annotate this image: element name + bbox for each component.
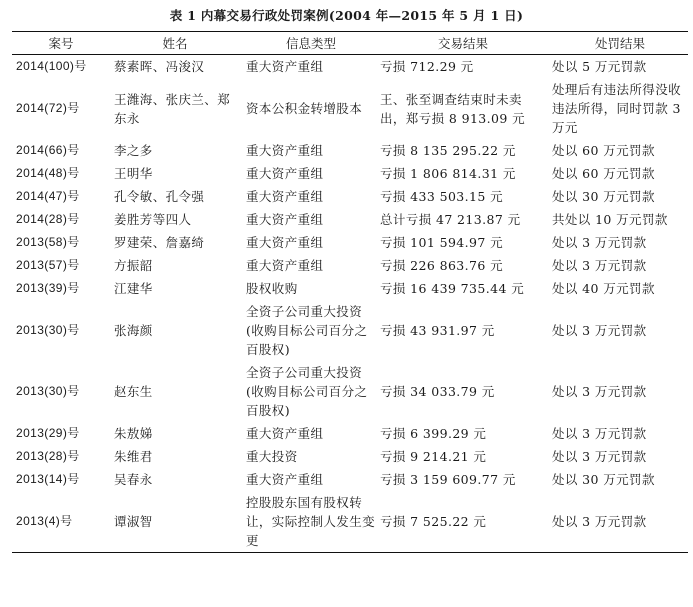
cell-info-type: 全资子公司重大投资(收购目标公司百分之百股权) <box>246 304 368 357</box>
cell-info-type: 重大资产重组 <box>246 258 324 273</box>
table-row <box>12 162 688 185</box>
cell-penalty: 处以 3 万元罚款 <box>552 384 647 399</box>
table-row <box>12 445 688 468</box>
cell-name: 赵东生 <box>114 384 153 399</box>
table-body <box>12 55 688 553</box>
cell-penalty: 处以 5 万元罚款 <box>552 59 647 74</box>
cell-trade-result: 总计亏损 47 213.87 元 <box>380 212 521 227</box>
cell-trade-result: 亏损 433 503.15 元 <box>380 189 504 204</box>
cell-penalty: 处以 3 万元罚款 <box>552 323 647 338</box>
table-row <box>12 300 688 361</box>
cell-name: 朱维君 <box>114 449 153 464</box>
cell-penalty: 处以 60 万元罚款 <box>552 166 655 181</box>
cell-trade-result: 亏损 1 806 814.31 元 <box>380 166 516 181</box>
cell-trade-result: 亏损 226 863.76 元 <box>380 258 504 273</box>
table-row <box>12 468 688 491</box>
cell-info-type: 重大资产重组 <box>246 59 324 74</box>
table-row <box>12 208 688 231</box>
cell-penalty: 处以 3 万元罚款 <box>552 449 647 464</box>
cell-name: 江建华 <box>114 281 153 296</box>
cell-case-number: 2014(47)号 <box>16 189 80 203</box>
cell-trade-result: 亏损 8 135 295.22 元 <box>380 143 516 158</box>
cell-penalty: 处以 30 万元罚款 <box>552 189 655 204</box>
table-caption: 表 1 内幕交易行政处罚案例(2004 年—2015 年 5 月 1 日) <box>169 8 524 23</box>
cell-penalty: 处以 3 万元罚款 <box>552 235 647 250</box>
header-row <box>12 32 688 55</box>
cell-case-number: 2013(58)号 <box>16 235 80 249</box>
cell-penalty: 处以 60 万元罚款 <box>552 143 655 158</box>
cell-name: 谭淑智 <box>106 491 236 553</box>
cell-penalty: 处理后有违法所得没收违法所得，同时罚款 3 万元 <box>552 82 682 135</box>
table-row <box>12 185 688 208</box>
cell-penalty: 处以 3 万元罚款 <box>552 426 647 441</box>
cell-case-number: 2014(28)号 <box>16 212 80 226</box>
cell-info-type: 股权收购 <box>246 281 298 296</box>
cell-name: 吴春永 <box>114 472 153 487</box>
table-row <box>12 422 688 445</box>
cell-info-type: 全资子公司重大投资(收购目标公司百分之百股权) <box>246 365 368 418</box>
cell-case-number: 2013(29)号 <box>16 426 80 440</box>
cell-case-number: 2014(66)号 <box>16 143 80 157</box>
cell-info-type: 重大资产重组 <box>246 143 324 158</box>
table-row <box>12 254 688 277</box>
cell-trade-result: 亏损 7 525.22 元 <box>376 491 546 553</box>
table-row <box>12 277 688 300</box>
cell-name: 王潍海、张庆兰、郑东永 <box>114 91 231 126</box>
table-row <box>12 78 688 139</box>
column-header-case-number: 案号 <box>12 32 106 55</box>
cell-info-type: 重大资产重组 <box>246 189 324 204</box>
cell-info-type: 重大资产重组 <box>246 212 324 227</box>
cell-trade-result: 亏损 712.29 元 <box>380 59 474 74</box>
cell-trade-result: 亏损 43 931.97 元 <box>380 323 495 338</box>
cell-name: 朱敖娣 <box>114 426 153 441</box>
cell-case-number: 2013(57)号 <box>16 258 80 272</box>
cell-trade-result: 王、张至调查结束时未卖出，郑亏损 8 913.09 元 <box>380 91 526 126</box>
cell-case-number: 2013(30)号 <box>16 384 80 398</box>
column-header-name: 姓名 <box>106 32 236 55</box>
cell-name: 张海颜 <box>114 323 153 338</box>
cell-case-number: 2014(48)号 <box>16 166 80 180</box>
cell-penalty: 处以 40 万元罚款 <box>552 281 655 296</box>
table-row <box>12 55 688 79</box>
cell-name: 王明华 <box>114 166 153 181</box>
cell-case-number: 2014(72)号 <box>16 101 80 115</box>
cell-trade-result: 亏损 3 159 609.77 元 <box>380 472 516 487</box>
cell-penalty: 处以 3 万元罚款 <box>546 491 688 553</box>
table-row <box>12 231 688 254</box>
cell-case-number: 2013(39)号 <box>16 281 80 295</box>
cell-info-type: 资本公积金转增股本 <box>246 101 363 116</box>
cell-case-number: 2013(14)号 <box>16 472 80 486</box>
cell-case-number: 2013(28)号 <box>16 449 80 463</box>
cell-info-type: 重大资产重组 <box>246 235 324 250</box>
cell-name: 罗建荣、詹嘉绮 <box>114 235 205 250</box>
cell-info-type: 重大投资 <box>246 449 298 464</box>
cell-trade-result: 亏损 6 399.29 元 <box>380 426 487 441</box>
table-row <box>12 491 688 553</box>
cell-trade-result: 亏损 16 439 735.44 元 <box>380 281 525 296</box>
cell-name: 姜胜芳等四人 <box>114 212 192 227</box>
cell-case-number: 2014(100)号 <box>16 59 87 73</box>
table-header <box>12 32 688 55</box>
penalty-cases-table <box>12 31 688 553</box>
cell-name: 李之多 <box>114 143 153 158</box>
cell-trade-result: 亏损 34 033.79 元 <box>380 384 495 399</box>
cell-info-type: 控股股东国有股权转让，实际控制人发生变更 <box>236 491 376 553</box>
cell-penalty: 处以 3 万元罚款 <box>552 258 647 273</box>
column-header-info-type: 信息类型 <box>236 32 376 55</box>
cell-name: 方振韶 <box>114 258 153 273</box>
cell-penalty: 处以 30 万元罚款 <box>552 472 655 487</box>
cell-info-type: 重大资产重组 <box>246 472 324 487</box>
table-row <box>12 139 688 162</box>
cell-info-type: 重大资产重组 <box>246 166 324 181</box>
table-row <box>12 361 688 422</box>
cell-case-number: 2013(4)号 <box>12 491 106 553</box>
cell-trade-result: 亏损 101 594.97 元 <box>380 235 504 250</box>
cell-info-type: 重大资产重组 <box>246 426 324 441</box>
cell-name: 孔令敏、孔令强 <box>114 189 205 204</box>
column-header-trade-result: 交易结果 <box>376 32 546 55</box>
column-header-penalty: 处罚结果 <box>546 32 688 55</box>
cell-trade-result: 亏损 9 214.21 元 <box>380 449 487 464</box>
cell-case-number: 2013(30)号 <box>16 323 80 337</box>
cell-penalty: 共处以 10 万元罚款 <box>552 212 668 227</box>
cell-name: 蔡素晖、冯浚汉 <box>114 59 205 74</box>
